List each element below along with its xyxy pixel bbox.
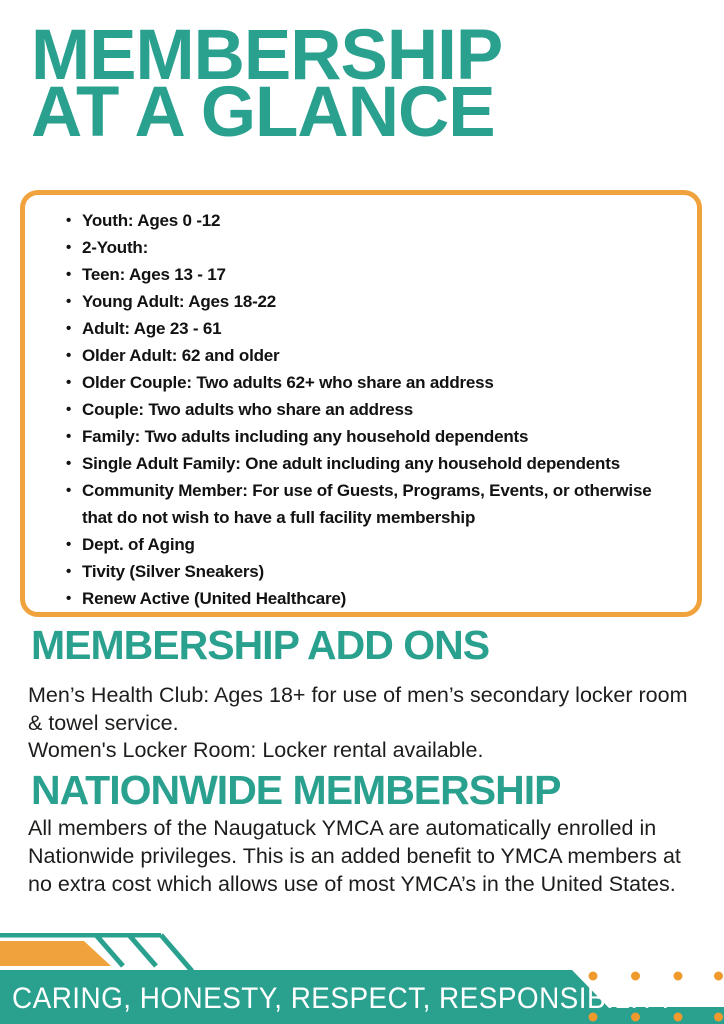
membership-type-item: • Couple: Two adults who share an address — [82, 396, 677, 423]
membership-type-item: • 2-Youth: — [82, 234, 677, 261]
membership-type-item: • Youth: Ages 0 -12 — [82, 207, 677, 234]
decor-dot — [589, 972, 598, 981]
membership-types-list — [82, 207, 677, 612]
membership-type-item: • Family: Two adults including any household dependents — [82, 423, 677, 450]
decor-dots-row-top — [589, 972, 724, 981]
decor-dot — [631, 972, 640, 981]
nationwide-heading: NATIONWIDE MEMBERSHIP — [31, 767, 561, 813]
decor-dot — [714, 972, 723, 981]
membership-type-item: • Dept. of Aging — [82, 531, 677, 558]
decor-top-line — [0, 933, 161, 938]
membership-types-box — [20, 190, 702, 617]
decor-dot — [674, 972, 683, 981]
page-title-line1: MEMBERSHIP — [31, 16, 503, 95]
page-title-line2: AT A GLANCE — [31, 73, 495, 152]
footer-slogan: CARING, HONESTY, RESPECT, RESPONSIBILITY — [12, 982, 676, 1015]
nationwide-paragraph — [28, 814, 681, 898]
decor-diagonal-stroke-3 — [161, 935, 192, 971]
nationwide-line-3: no extra cost which allows use of most YMCA’s in the United States. — [28, 872, 676, 896]
decor-dot — [714, 1013, 723, 1022]
addons-line-3: Women's Locker Room: Locker rental available. — [28, 738, 484, 762]
addons-heading: MEMBERSHIP ADD ONS — [31, 622, 490, 668]
membership-type-item: • Tivity (Silver Sneakers) — [82, 558, 677, 585]
addons-line-2: & towel service. — [28, 710, 179, 735]
nationwide-line-1: All members of the Naugatuck YMCA are automatically enrolled in — [28, 816, 657, 840]
decor-orange-chevron — [0, 941, 111, 966]
membership-type-item: • Single Adult Family: One adult including any household dependents — [82, 450, 677, 477]
page-title — [31, 16, 503, 152]
addons-paragraph — [28, 682, 687, 765]
decor-diagonal-stroke-2 — [129, 935, 156, 966]
membership-type-item: • Community Member: For use of Guests, Programs, Events, or otherwise that do not wish to have a full facility membership — [82, 477, 677, 531]
membership-type-item: • Renew Active (United Healthcare) — [82, 585, 677, 612]
nationwide-line-2: Nationwide privileges. This is an added benefit to YMCA members at — [28, 844, 681, 868]
addons-line-1: Men’s Health Club: Ages 18+ for use of men’s secondary locker room — [28, 683, 688, 707]
membership-type-item: • Young Adult: Ages 18-22 — [82, 288, 677, 315]
membership-type-item: • Older Couple: Two adults 62+ who share an address — [82, 369, 677, 396]
membership-type-item: • Older Adult: 62 and older — [82, 342, 677, 369]
membership-type-item: • Adult: Age 23 - 61 — [82, 315, 677, 342]
membership-type-item: • Teen: Ages 13 - 17 — [82, 261, 677, 288]
